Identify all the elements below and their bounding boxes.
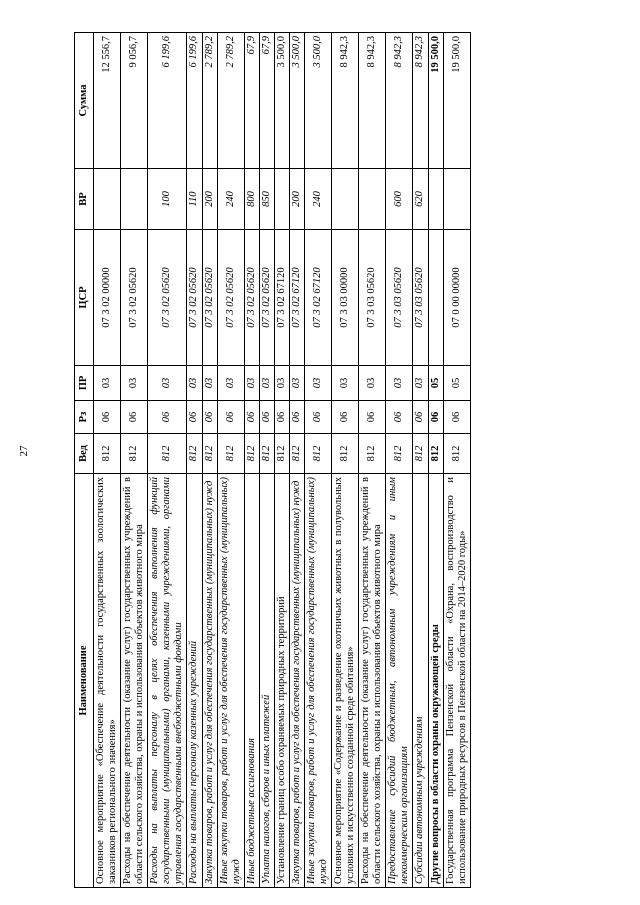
row-csr: 07 3 02 00000 bbox=[94, 230, 121, 366]
table-row bbox=[148, 33, 187, 888]
row-sum: 3 500,0 bbox=[304, 33, 331, 169]
row-ved: 812 bbox=[217, 434, 244, 474]
table-row bbox=[202, 33, 217, 888]
table-row bbox=[259, 33, 274, 888]
row-vr: 240 bbox=[217, 169, 244, 230]
row-rz: 06 bbox=[217, 401, 244, 434]
table-row bbox=[359, 33, 386, 888]
row-sum: 67,9 bbox=[259, 33, 274, 169]
table-row bbox=[274, 33, 289, 888]
row-csr: 07 0 00 00000 bbox=[443, 230, 470, 366]
row-ved: 812 bbox=[304, 434, 331, 474]
table-row bbox=[386, 33, 413, 888]
row-csr bbox=[428, 230, 443, 366]
row-rz: 06 bbox=[443, 401, 470, 434]
row-vr: 100 bbox=[148, 169, 187, 230]
row-vr bbox=[443, 169, 470, 230]
row-sum: 8 942,3 bbox=[413, 33, 428, 169]
header-rz: Рз bbox=[75, 401, 94, 434]
row-sum: 8 942,3 bbox=[386, 33, 413, 169]
row-ved: 812 bbox=[443, 434, 470, 474]
header-ved: Вед bbox=[75, 434, 94, 474]
row-name: Установление границ особо охраняемых природных территорий bbox=[274, 474, 289, 888]
row-csr: 07 3 02 67120 bbox=[289, 230, 304, 366]
row-sum: 12 556,7 bbox=[94, 33, 121, 169]
row-ved: 812 bbox=[413, 434, 428, 474]
table-row bbox=[413, 33, 428, 888]
row-rz: 06 bbox=[148, 401, 187, 434]
row-vr: 600 bbox=[386, 169, 413, 230]
row-ved: 812 bbox=[289, 434, 304, 474]
row-name: Иные бюджетные ассигнования bbox=[244, 474, 259, 888]
row-vr bbox=[428, 169, 443, 230]
row-sum: 3 500,0 bbox=[274, 33, 289, 169]
row-pr: 03 bbox=[187, 366, 202, 401]
header-row bbox=[75, 33, 94, 888]
row-csr: 07 3 03 05620 bbox=[386, 230, 413, 366]
row-csr: 07 3 02 67120 bbox=[274, 230, 289, 366]
row-rz: 06 bbox=[274, 401, 289, 434]
row-rz: 06 bbox=[259, 401, 274, 434]
row-pr: 03 bbox=[359, 366, 386, 401]
row-name: Другие вопросы в области охраны окружающей среды bbox=[428, 474, 443, 888]
row-rz: 06 bbox=[202, 401, 217, 434]
table-row bbox=[289, 33, 304, 888]
row-sum: 19 500,0 bbox=[443, 33, 470, 169]
row-sum: 8 942,3 bbox=[332, 33, 359, 169]
row-csr: 07 3 02 05620 bbox=[244, 230, 259, 366]
row-pr: 05 bbox=[428, 366, 443, 401]
table-row bbox=[332, 33, 359, 888]
row-name: Основное мероприятие «Обеспечение деятельности государственных зоологических заказников регионального значения» bbox=[94, 474, 121, 888]
row-name: Государственная программа Пензенской области «Охрана, воспроизводство и использование природных ресурсов в Пензенской области на 2014–2020 годы» bbox=[443, 474, 470, 888]
row-pr: 03 bbox=[217, 366, 244, 401]
row-ved: 812 bbox=[274, 434, 289, 474]
row-name: Иные закупки товаров, работ и услуг для обеспечения государственных (муниципальных) нужд bbox=[217, 474, 244, 888]
table-row bbox=[428, 33, 443, 888]
row-ved: 812 bbox=[148, 434, 187, 474]
row-name: Расходы на обеспечение деятельности (оказание услуг) государственных учреждений в области сельского хозяйства, охраны и использования объектов животного мира bbox=[359, 474, 386, 888]
row-vr: 240 bbox=[304, 169, 331, 230]
row-vr: 110 bbox=[187, 169, 202, 230]
row-rz: 06 bbox=[289, 401, 304, 434]
row-csr: 07 3 02 67120 bbox=[304, 230, 331, 366]
row-rz: 06 bbox=[187, 401, 202, 434]
row-ved: 812 bbox=[332, 434, 359, 474]
row-csr: 07 3 03 05620 bbox=[413, 230, 428, 366]
row-csr: 07 3 02 05620 bbox=[187, 230, 202, 366]
row-name: Уплата налогов, сборов и иных платежей bbox=[259, 474, 274, 888]
row-vr bbox=[332, 169, 359, 230]
row-rz: 06 bbox=[428, 401, 443, 434]
row-ved: 812 bbox=[244, 434, 259, 474]
table-row bbox=[244, 33, 259, 888]
row-pr: 03 bbox=[413, 366, 428, 401]
row-csr: 07 3 02 05620 bbox=[202, 230, 217, 366]
row-ved: 812 bbox=[121, 434, 148, 474]
row-ved: 812 bbox=[259, 434, 274, 474]
row-csr: 07 3 02 05620 bbox=[217, 230, 244, 366]
row-vr bbox=[94, 169, 121, 230]
row-sum: 19 500,0 bbox=[428, 33, 443, 169]
row-name: Расходы на выплаты персоналу казенных учреждений bbox=[187, 474, 202, 888]
header-vr: ВР bbox=[75, 169, 94, 230]
row-vr: 800 bbox=[244, 169, 259, 230]
table-row bbox=[121, 33, 148, 888]
row-pr: 03 bbox=[259, 366, 274, 401]
row-sum: 8 942,3 bbox=[359, 33, 386, 169]
header-csr: ЦСР bbox=[75, 230, 94, 366]
rotated-table-wrapper bbox=[74, 33, 584, 888]
row-pr: 03 bbox=[121, 366, 148, 401]
row-rz: 06 bbox=[413, 401, 428, 434]
header-pr: ПР bbox=[75, 366, 94, 401]
row-sum: 2 789,2 bbox=[217, 33, 244, 169]
row-pr: 03 bbox=[274, 366, 289, 401]
row-ved: 812 bbox=[202, 434, 217, 474]
row-sum: 9 056,7 bbox=[121, 33, 148, 169]
row-pr: 03 bbox=[94, 366, 121, 401]
row-sum: 6 199,6 bbox=[187, 33, 202, 169]
row-ved: 812 bbox=[428, 434, 443, 474]
row-rz: 06 bbox=[244, 401, 259, 434]
row-rz: 06 bbox=[386, 401, 413, 434]
row-vr: 850 bbox=[259, 169, 274, 230]
row-sum: 2 789,2 bbox=[202, 33, 217, 169]
row-rz: 06 bbox=[121, 401, 148, 434]
table-row bbox=[187, 33, 202, 888]
row-csr: 07 3 02 05620 bbox=[148, 230, 187, 366]
row-pr: 05 bbox=[443, 366, 470, 401]
row-name: Закупка товаров, работ и услуг для обеспечения государственных (муниципальных) нужд bbox=[202, 474, 217, 888]
row-name: Субсидии автономным учреждениям bbox=[413, 474, 428, 888]
header-name: Наименование bbox=[75, 474, 94, 888]
row-ved: 812 bbox=[386, 434, 413, 474]
row-name: Иные закупки товаров, работ и услуг для обеспечения государственных (муниципальных) нужд bbox=[304, 474, 331, 888]
row-vr: 200 bbox=[202, 169, 217, 230]
row-pr: 03 bbox=[304, 366, 331, 401]
row-name: Основное мероприятие «Содержание и разведение охотничьих животных в полувольных условиях и искусственно созданной среде обитания» bbox=[332, 474, 359, 888]
table-row bbox=[304, 33, 331, 888]
row-pr: 03 bbox=[244, 366, 259, 401]
row-vr: 200 bbox=[289, 169, 304, 230]
row-sum: 3 500,0 bbox=[289, 33, 304, 169]
row-rz: 06 bbox=[304, 401, 331, 434]
row-name: Закупка товаров, работ и услуг для обеспечения государственных (муниципальных) нужд bbox=[289, 474, 304, 888]
row-sum: 67,9 bbox=[244, 33, 259, 169]
row-csr: 07 3 03 05620 bbox=[359, 230, 386, 366]
row-pr: 03 bbox=[289, 366, 304, 401]
row-vr bbox=[274, 169, 289, 230]
row-vr: 620 bbox=[413, 169, 428, 230]
row-pr: 03 bbox=[148, 366, 187, 401]
row-csr: 07 3 02 05620 bbox=[121, 230, 148, 366]
row-ved: 812 bbox=[187, 434, 202, 474]
table-row bbox=[443, 33, 470, 888]
budget-table bbox=[74, 32, 471, 888]
row-rz: 06 bbox=[94, 401, 121, 434]
row-pr: 03 bbox=[332, 366, 359, 401]
row-name: Предоставление субсидий бюджетным, автономным учреждениям и иным некоммерческим организациям bbox=[386, 474, 413, 888]
page-number: 27 bbox=[18, 445, 30, 457]
table-row bbox=[217, 33, 244, 888]
row-rz: 06 bbox=[359, 401, 386, 434]
row-ved: 812 bbox=[94, 434, 121, 474]
row-vr bbox=[121, 169, 148, 230]
row-rz: 06 bbox=[332, 401, 359, 434]
row-vr bbox=[359, 169, 386, 230]
row-name: Расходы на выплаты персоналу в целях обеспечения выполнения функций государственными (муниципальными) органами, казенными учреждениями, органами управления государственными внебюджетными фондами bbox=[148, 474, 187, 888]
row-csr: 07 3 03 00000 bbox=[332, 230, 359, 366]
row-ved: 812 bbox=[359, 434, 386, 474]
row-csr: 07 3 02 05620 bbox=[259, 230, 274, 366]
row-pr: 03 bbox=[202, 366, 217, 401]
header-sum: Сумма bbox=[75, 33, 94, 169]
row-sum: 6 199,6 bbox=[148, 33, 187, 169]
table-row bbox=[94, 33, 121, 888]
row-name: Расходы на обеспечение деятельности (оказание услуг) государственных учреждений в области сельского хозяйства, охраны и использования объектов животного мира bbox=[121, 474, 148, 888]
row-pr: 03 bbox=[386, 366, 413, 401]
